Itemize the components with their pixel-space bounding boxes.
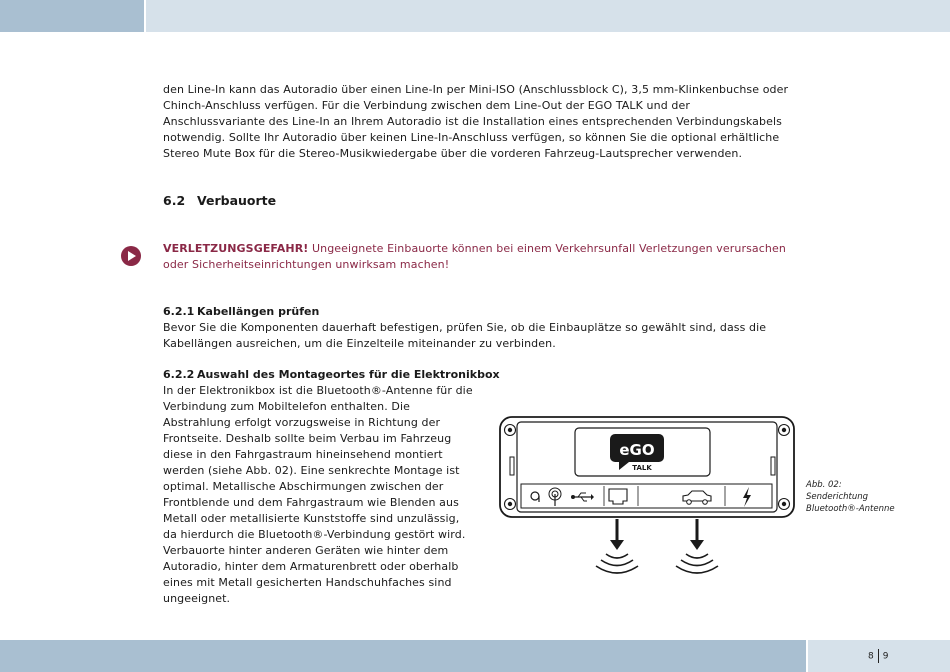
warning-label: VERLETZUNGSGEFAHR! xyxy=(163,242,309,255)
section-number: 6.2 xyxy=(163,193,186,208)
page-numbers xyxy=(868,649,888,663)
logo-text: eGO xyxy=(619,441,655,459)
caption-line: Abb. 02: xyxy=(806,480,842,490)
page-divider xyxy=(878,649,879,663)
caption-line: Senderichtung xyxy=(806,492,869,502)
caption-line: Bluetooth®-Antenne xyxy=(806,504,895,514)
top-band-light xyxy=(146,0,950,32)
subsection-number: 6.2.2 xyxy=(163,368,195,381)
signal-arrow-icon xyxy=(676,519,718,573)
intro-paragraph: den Line-In kann das Autoradio über einen Line-In per Mini-ISO (Anschlussblock C), 3,5 mm-Klinkenbuchse oder Chinch-Anschluss verfügen. Für die Verbindung zwischen dem Line-Out der EGO TALK und der Anschlussvariante des Line-In an Ihrem Autoradio ist die Installation eines entsprechenden Verbindungskabels notwendig. Sollte Ihr Autoradio über keinen Line-In-Anschluss verfügen, so können Sie die optional erhältliche Stereo Mute Box für die Stereo-Musikwiedergabe über die vorderen Fahrzeug-Lautsprecher verwenden. xyxy=(163,83,789,160)
subsection-heading-6-2-2 xyxy=(163,367,500,383)
section-title: Verbauorte xyxy=(197,193,277,208)
figure-caption xyxy=(806,479,895,515)
paragraph-6-2-1: Bevor Sie die Komponenten dauerhaft befestigen, prüfen Sie, ob die Einbauplätze so gewählt sind, dass die Kabellängen ausreichen, um die Einzelteile miteinander zu verbinden. xyxy=(163,321,767,350)
electronic-box-figure xyxy=(497,414,797,579)
subsection-title: Auswahl des Montageortes für die Elektronikbox xyxy=(197,368,500,381)
page-number-right: 9 xyxy=(882,651,889,662)
bottom-band-dark xyxy=(0,640,806,672)
top-band-dark xyxy=(0,0,144,32)
signal-arrow-icon xyxy=(596,519,638,573)
warning-text xyxy=(163,241,803,273)
logo-subtext: TALK xyxy=(632,464,652,472)
play-circle-icon xyxy=(121,246,141,266)
subsection-title: Kabellängen prüfen xyxy=(197,305,320,318)
warning-message: Ungeeignete Einbauorte können bei einem Verkehrsunfall Verletzungen verursachen oder Sicherheitseinrichtungen unwirksam machen! xyxy=(163,242,786,271)
subsection-number: 6.2.1 xyxy=(163,305,195,318)
subsection-heading-6-2-1 xyxy=(163,304,319,320)
section-heading-6-2 xyxy=(163,193,276,208)
paragraph-6-2-2: In der Elektronikbox ist die Bluetooth®-Antenne für die Verbindung zum Mobiltelefon enthalten. Die Abstrahlung erfolgt vorzugsweise in Richtung der Frontseite. Deshalb sollte beim Verbau im Fahrzeug diese in den Fahrgastraum hineinsehend montiert werden (siehe Abb. 02). Eine senkrechte Montage ist optimal. Metallische Abschirmungen zwischen der Frontblende und dem Fahrgastraum wie Blenden aus Metall oder metallisierte Kunststoffe sind unzulässig, da hierdurch die Bluetooth®-Verbindung gestört wird. Verbauorte hinter anderen Geräten wie hinter dem Autoradio, hinter dem Armaturenbrett oder oberhalb eines mit Metall gesicherten Handschuhfaches sind ungeeignet. xyxy=(163,384,473,605)
page-number-left: 8 xyxy=(868,651,874,662)
